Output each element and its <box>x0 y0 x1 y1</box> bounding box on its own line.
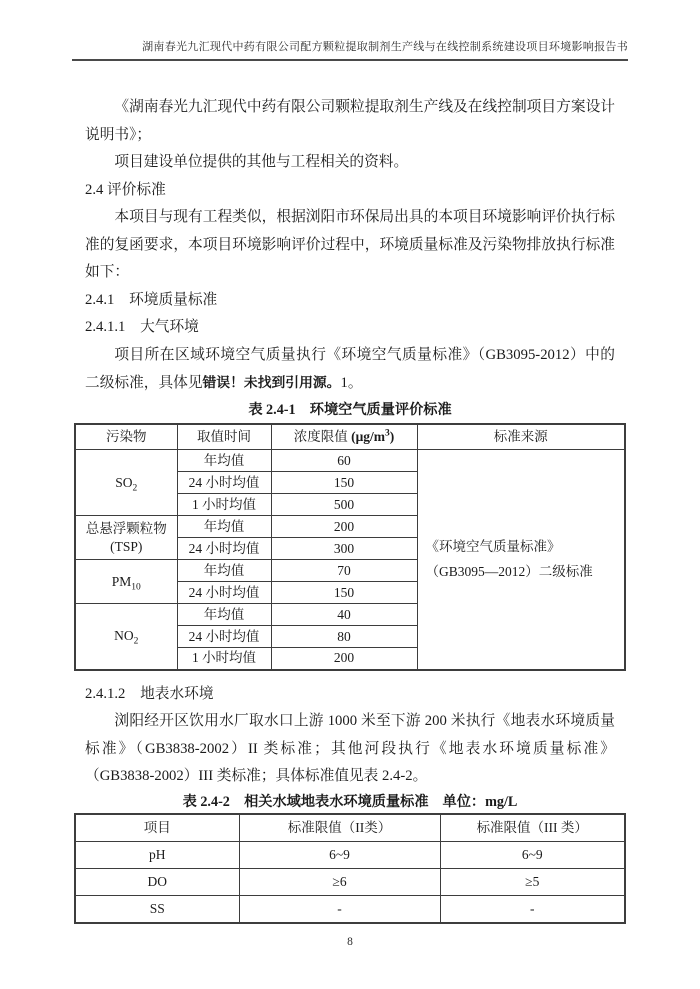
heading-2-4-1-1: 2.4.1.1 大气环境 <box>85 319 199 335</box>
heading-2-4-1: 2.4.1 环境质量标准 <box>85 291 218 308</box>
tsp-line1: 总悬浮颗粒物 <box>85 520 167 536</box>
value-cell: 150 <box>271 472 417 494</box>
limit-unit-sup: 3 <box>385 428 390 439</box>
page-header <box>72 40 628 61</box>
header-title: 湖南春光九汇现代中药有限公司配方颗粒提取制剂生产线与在线控制系统建设项目环境影响报告书 <box>142 41 628 53</box>
no2-base: NO <box>114 628 134 644</box>
pollutant-cell-so2 <box>75 450 177 516</box>
item-cell: DO <box>75 869 239 896</box>
value-cell: 40 <box>271 604 417 626</box>
so2-base: SO <box>115 474 133 490</box>
page-body <box>72 94 628 949</box>
pollutant-cell-pm10 <box>75 560 177 604</box>
pollutant-cell-no2 <box>75 604 177 670</box>
time-cell: 年均值 <box>177 516 271 538</box>
paragraph-reference-doc: 《湖南春光九汇现代中药有限公司颗粒提取剂生产线及在线控制项目方案设计说明书》； <box>85 99 615 143</box>
table2-caption <box>72 791 628 813</box>
limit-unit <box>351 429 394 444</box>
tsp-line2: (TSP) <box>110 538 143 554</box>
heading-2-4-1-2: 2.4.1.2 地表水环境 <box>85 685 214 702</box>
limit-label: 浓度限值 <box>293 428 348 444</box>
no2-sub: 2 <box>133 636 139 647</box>
paragraph-air-quality <box>85 342 615 398</box>
time-cell: 年均值 <box>177 604 271 626</box>
item-cell: SS <box>75 896 239 923</box>
table-row <box>75 896 625 923</box>
table-row <box>75 842 625 869</box>
value-cell: 300 <box>271 538 417 560</box>
time-cell: 年均值 <box>177 450 271 472</box>
pollutant-cell-tsp <box>75 516 177 560</box>
time-cell: 24 小时均值 <box>177 582 271 604</box>
time-cell: 24 小时均值 <box>177 472 271 494</box>
col-header-limit <box>271 424 417 450</box>
pm10-sub: 10 <box>131 582 141 593</box>
table-row <box>75 450 625 472</box>
limit2-cell: ≥6 <box>239 869 440 896</box>
air-paragraph-text: 项目所在区域环境空气质量执行《环境空气质量标准》（GB3095-2012）中的二级标准，具体见 <box>85 346 615 391</box>
time-cell: 24 小时均值 <box>177 538 271 560</box>
time-cell: 24 小时均值 <box>177 626 271 648</box>
source-line2: （GB3095—2012）二级标准 <box>425 564 593 580</box>
limit-unit-post: ) <box>389 428 395 444</box>
standard-source-cell <box>417 450 625 670</box>
table1-caption: 表 2.4-1 环境空气质量评价标准 <box>248 401 452 418</box>
so2-sub: 2 <box>132 483 138 494</box>
value-cell: 150 <box>271 582 417 604</box>
table-header-row <box>75 424 625 450</box>
table-row <box>75 869 625 896</box>
value-cell: 80 <box>271 626 417 648</box>
item-cell: pH <box>75 842 239 869</box>
col-header-limit-class3: 标准限值（III 类） <box>440 814 625 842</box>
value-cell: 500 <box>271 494 417 516</box>
source-line1: 《环境空气质量标准》 <box>425 539 561 555</box>
heading-2-4: 2.4 评价标准 <box>85 181 166 198</box>
reference-error-text: 错误！未找到引用源。 <box>202 375 341 390</box>
air-paragraph-tail: 1。 <box>340 375 363 391</box>
table2-caption-main: 表 2.4-2 相关水域地表水环境质量标准 <box>182 793 429 810</box>
surface-water-standards-table <box>74 813 626 924</box>
value-cell: 200 <box>271 648 417 670</box>
limit3-cell: - <box>440 896 625 923</box>
page-number: 8 <box>347 935 353 948</box>
col-header-source: 标准来源 <box>417 424 625 450</box>
limit2-cell: - <box>239 896 440 923</box>
limit-unit-pre: (μg/m <box>351 428 386 444</box>
time-cell: 1 小时均值 <box>177 494 271 516</box>
limit3-cell: ≥5 <box>440 869 625 896</box>
col-header-pollutant: 污染物 <box>75 424 177 450</box>
paragraph-standards-intro: 本项目与现有工程类似，根据浏阳市环保局出具的本项目环境影响评价执行标准的复函要求，本项目环境影响评价过程中，环境质量标准及污染物排放执行标准如下： <box>85 209 615 280</box>
time-cell: 1 小时均值 <box>177 648 271 670</box>
table-header-row <box>75 814 625 842</box>
col-header-time: 取值时间 <box>177 424 271 450</box>
value-cell: 60 <box>271 450 417 472</box>
time-cell: 年均值 <box>177 560 271 582</box>
col-header-item: 项目 <box>75 814 239 842</box>
value-cell: 200 <box>271 516 417 538</box>
paragraph-surface-water: 浏阳经开区饮用水厂取水口上游 1000 米至下游 200 米执行《地表水环境质量标准》（GB3838-2002）II 类标准；其他河段执行《地表水环境质量标准》（GB3838-2002）III 类标准；具体标准值见表 2.4-2。 <box>85 713 615 784</box>
air-quality-standards-table <box>74 423 626 671</box>
col-header-limit-class2: 标准限值（II类） <box>239 814 440 842</box>
table2-caption-unit: 单位：mg/L <box>442 793 518 810</box>
limit3-cell: 6~9 <box>440 842 625 869</box>
limit2-cell: 6~9 <box>239 842 440 869</box>
pm10-base: PM <box>111 573 132 589</box>
value-cell: 70 <box>271 560 417 582</box>
paragraph-other-materials: 项目建设单位提供的其他与工程相关的资料。 <box>114 154 409 170</box>
